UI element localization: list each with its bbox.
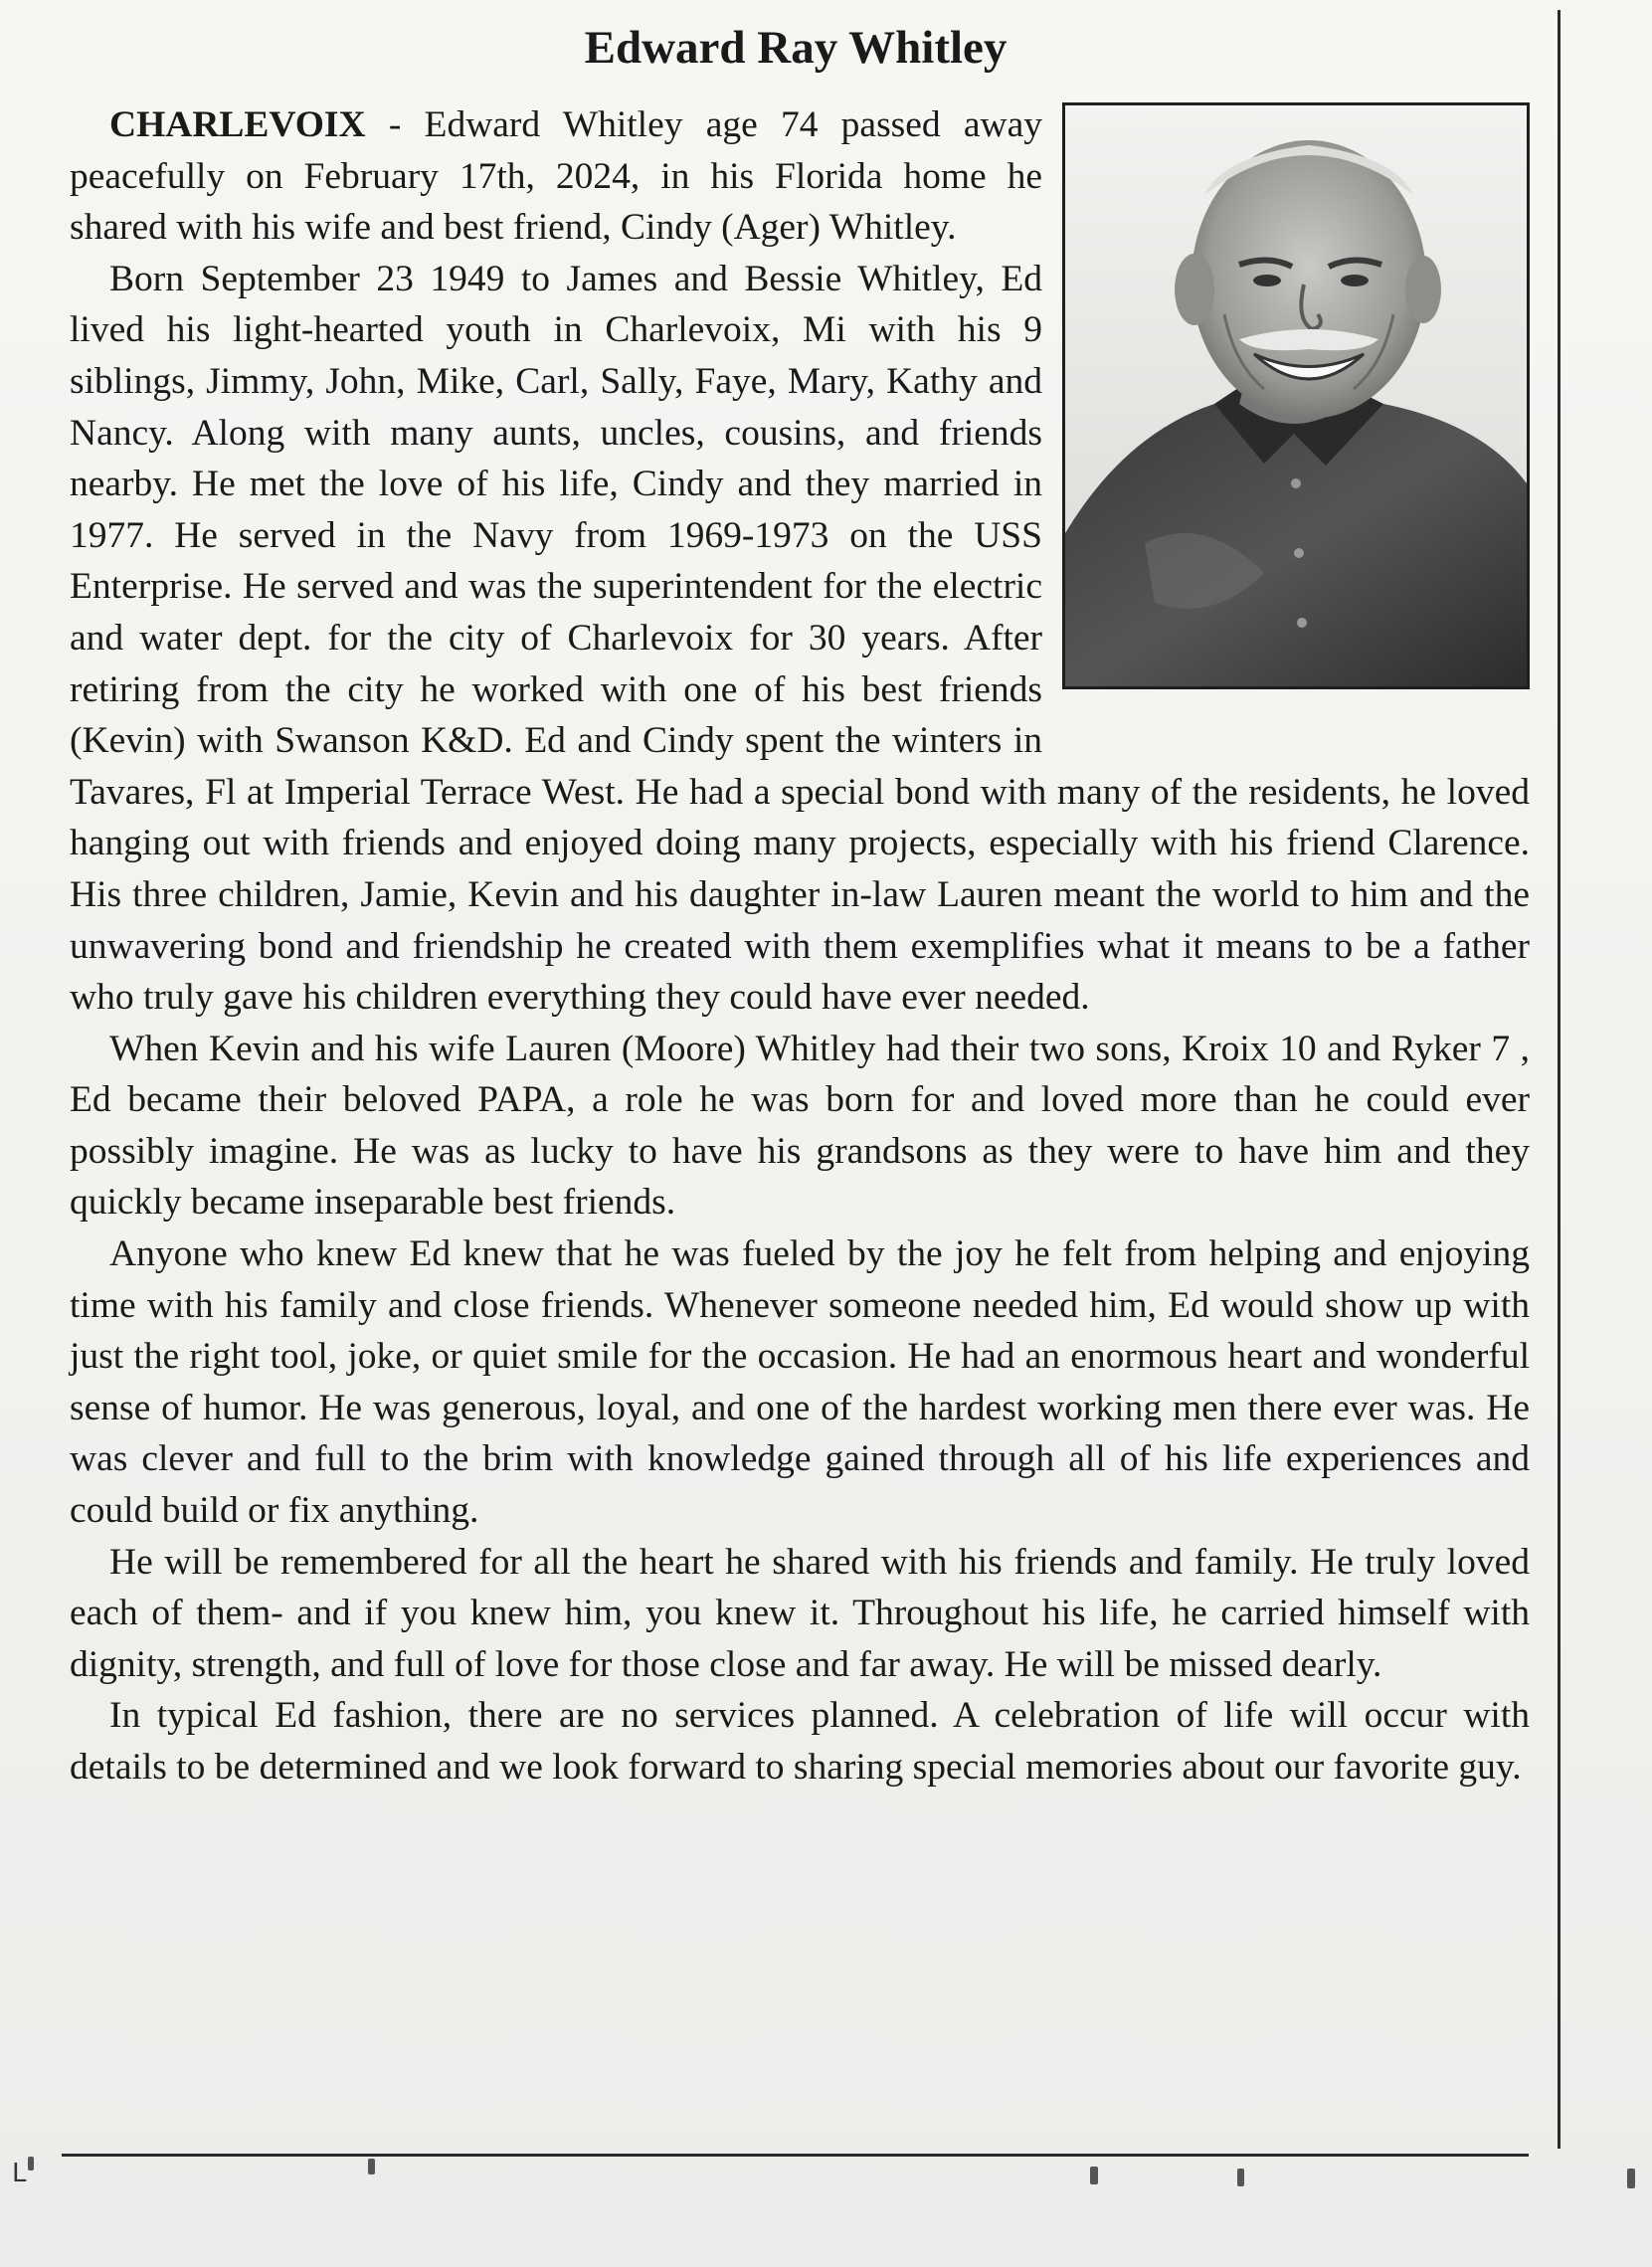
paper-speck — [1090, 2167, 1098, 2184]
obituary-headline: Edward Ray Whitley — [584, 22, 1008, 74]
paragraph-5: He will be remembered for all the heart he shared with his friends and family. He truly loved each of them- and if you knew him, you knew it. Throughout his life, he carried himself with dignity, strength, and full of love for those close and far away. He will be missed dearly. — [70, 1541, 1530, 1685]
obituary-body — [70, 99, 1530, 1794]
paper-speck — [1627, 2169, 1635, 2188]
column-rule-horizontal — [62, 2154, 1529, 2157]
dateline: CHARLEVOIX — [109, 104, 366, 145]
paper-speck — [28, 2157, 34, 2171]
column-rule-vertical — [1558, 10, 1560, 2149]
corner-mark: L — [12, 2159, 27, 2188]
paragraph-text: - Edward Whitley age 74 passed away peacefully on February 17th, 2024, in his Florida home he shared with his wife and best friend, Cindy (Ager) Whitley. — [70, 104, 1042, 249]
paper-speck — [368, 2159, 375, 2174]
paragraph-2: Born September 23 1949 to James and Bessie Whitley, Ed lived his light-hearted youth in Charlevoix, Mi with his 9 siblings, Jimmy, John, Mike, Carl, Sally, Faye, Mary, Kathy and Nancy. Along with many aunts, uncles, cousins, and friends nearby. He met the love of his life, Cindy and they married in 1977. He served in the Navy from 1969-1973 on the USS Enterprise. He served and was the superintendent for the electric and water dept. for the city of Charlevoix for 30 years. After retiring from the city he worked with one of his best friends (Kevin) with Swanson K&D. Ed and Cindy spent the winters in Tavares, Fl at Imperial Terrace West. He had a special bond with many of the residents, he loved hanging out with friends and enjoyed doing many projects, especially with his friend Clarence. His three children, Jamie, Kevin and his daughter in-law Lauren meant the world to him and the unwavering bond and friendship he created with them exemplifies what it means to be a father who truly gave his children everything they could have ever needed. — [70, 258, 1530, 1019]
paragraph-3: When Kevin and his wife Lauren (Moore) Whitley had their two sons, Kroix 10 and Ryker 7 , Ed became their beloved PAPA, a role he was born for and loved more than he could ever possibly imagine. He was as lucky to have his grandsons as they were to have him and they quickly became inseparable best friends. — [70, 1028, 1530, 1224]
paper-speck — [1237, 2169, 1244, 2186]
paragraph-4: Anyone who knew Ed knew that he was fueled by the joy he felt from helping and enjoying time with his family and close friends. Whenever someone needed him, Ed would show up with just the right tool, joke, or quiet smile for the occasion. He had an enormous heart and wonderful sense of humor. He was generous, loyal, and one of the hardest working men there ever was. He was clever and full to the brim with knowledge gained through all of his life experiences and could build or fix anything. — [70, 1233, 1530, 1532]
paragraph-6: In typical Ed fashion, there are no services planned. A celebration of life will occur with details to be determined and we look forward to sharing special memories about our favorite guy. — [70, 1695, 1530, 1788]
photo-text-wrap-spacer — [1042, 99, 1530, 716]
